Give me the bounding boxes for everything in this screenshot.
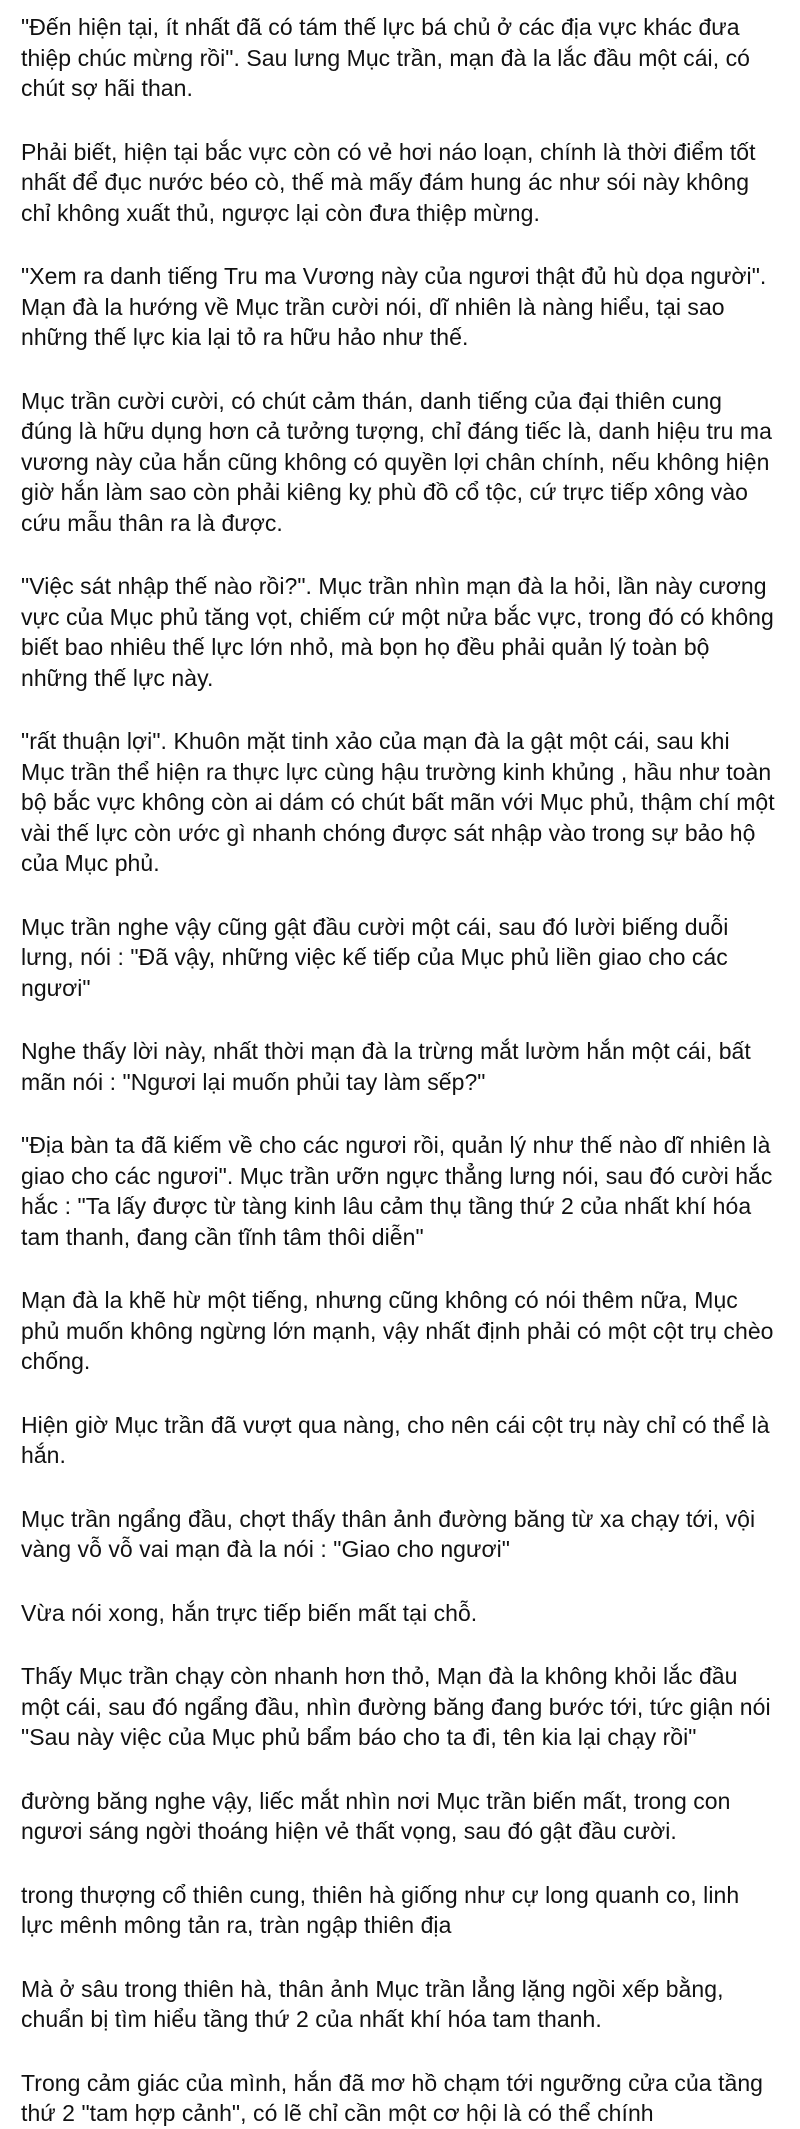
paragraph: "Địa bàn ta đã kiếm về cho các ngươi rồi, quản lý như thế nào dĩ nhiên là giao cho các ngươi". Mục trần ưỡn ngực thẳng lưng nói, sau đó cười hắc hắc : "Ta lấy được từ tàng kinh lâu cảm thụ tầng thứ 2 của nhất khí hóa tam thanh, đang cần tĩnh tâm thôi diễn" (21, 1132, 773, 1250)
paragraph: Hiện giờ Mục trần đã vượt qua nàng, cho nên cái cột trụ này chỉ có thể là hắn. (21, 1411, 770, 1468)
paragraph: Mục trần ngẩng đầu, chợt thấy thân ảnh đường băng từ xa chạy tới, vội vàng vỗ vỗ vai mạn đà la nói : "Giao cho ngươi" (21, 1505, 756, 1562)
paragraph: trong thượng cổ thiên cung, thiên hà giống như cự long quanh co, linh lực mênh mông tản ra, tràn ngập thiên địa (21, 1881, 740, 1938)
paragraph: Mục trần cười cười, có chút cảm thán, danh tiếng của đại thiên cung đúng là hữu dụng hơn cả tưởng tượng, chỉ đáng tiếc là, danh hiệu tru ma vương này của hắn cũng không có quyền lợi chân chính, nếu không hiện giờ hắn làm sao còn phải kiêng kỵ phù đồ cổ tộc, cứ trực tiếp xông vào cứu mẫu thân ra là được. (21, 387, 772, 536)
paragraph: Mục trần nghe vậy cũng gật đầu cười một cái, sau đó lười biếng duỗi lưng, nói : "Đã vậy, những việc kế tiếp của Mục phủ liền giao cho các ngươi" (21, 913, 729, 1001)
paragraph: Trong cảm giác của mình, hắn đã mơ hồ chạm tới ngưỡng cửa của tầng thứ 2 "tam hợp cảnh", có lẽ chỉ cần một cơ hội là có thể chính (21, 2069, 764, 2126)
paragraph: "rất thuận lợi". Khuôn mặt tinh xảo của mạn đà la gật một cái, sau khi Mục trần thể hiện ra thực lực cùng hậu trường kinh khủng , hầu như toàn bộ bắc vực không còn ai dám có chút bất mãn với Mục phủ, thậm chí một vài thế lực còn ước gì nhanh chóng được sát nhập vào trong sự bảo hộ của Mục phủ. (21, 728, 775, 876)
paragraph: Thấy Mục trần chạy còn nhanh hơn thỏ, Mạn đà la không khỏi lắc đầu một cái, sau đó ngẩng đầu, nhìn đường băng đang bước tới, tức giận nói "Sau này việc của Mục phủ bẩm báo cho ta đi, tên kia lại chạy rồi" (21, 1663, 771, 1750)
paragraph: Mà ở sâu trong thiên hà, thân ảnh Mục trần lẳng lặng ngồi xếp bằng, chuẩn bị tìm hiểu tầng thứ 2 của nhất khí hóa tam thanh. (21, 1975, 724, 2032)
paragraph: đường băng nghe vậy, liếc mắt nhìn nơi Mục trần biến mất, trong con ngươi sáng ngời thoáng hiện vẻ thất vọng, sau đó gật đầu cười. (21, 1787, 731, 1844)
paragraph: Mạn đà la khẽ hừ một tiếng, nhưng cũng không có nói thêm nữa, Mục phủ muốn không ngừng lớn mạnh, vậy nhất định phải có một cột trụ chèo chống. (21, 1287, 774, 1374)
paragraph: Vừa nói xong, hắn trực tiếp biến mất tại chỗ. (21, 1599, 478, 1626)
paragraph: "Xem ra danh tiếng Tru ma Vương này của ngươi thật đủ hù dọa người". Mạn đà la hướng về Mục trần cười nói, dĩ nhiên là nàng hiểu, tại sao những thế lực kia lại tỏ ra hữu hảo như thế. (21, 263, 767, 350)
paragraph: "Việc sát nhập thế nào rồi?". Mục trần nhìn mạn đà la hỏi, lần này cương vực của Mục phủ tăng vọt, chiếm cứ một nửa bắc vực, trong đó có không biết bao nhiêu thế lực lớn nhỏ, mà bọn họ đều phải quản lý toàn bộ những thế lực này. (21, 573, 774, 691)
paragraph: Nghe thấy lời này, nhất thời mạn đà la trừng mắt lườm hắn một cái, bất mãn nói : "Ngươi lại muốn phủi tay làm sếp?" (21, 1038, 751, 1095)
paragraph: Phải biết, hiện tại bắc vực còn có vẻ hơi náo loạn, chính là thời điểm tốt nhất để đục nước béo cò, thế mà mấy đám hung ác như sói này không chỉ không xuất thủ, ngược lại còn đưa thiệp mừng. (21, 138, 756, 226)
paragraph: "Đến hiện tại, ít nhất đã có tám thế lực bá chủ ở các địa vực khác đưa thiệp chúc mừng rồi". Sau lưng Mục trần, mạn đà la lắc đầu một cái, có chút sợ hãi than. (21, 14, 750, 101)
